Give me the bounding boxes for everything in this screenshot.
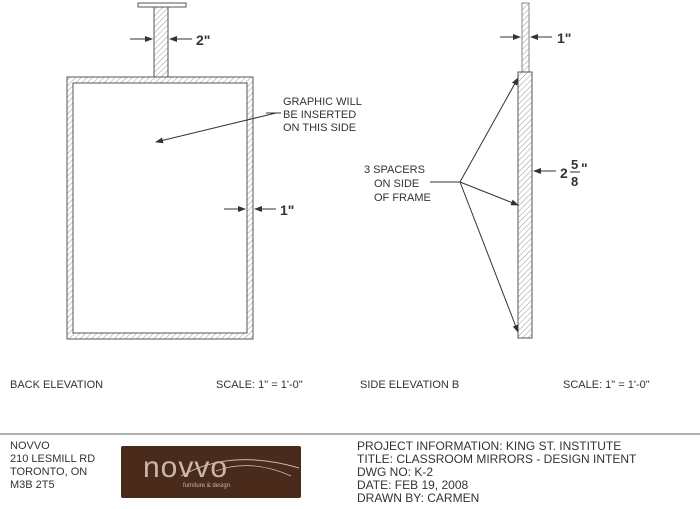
frame-dim-label: 1"	[280, 202, 295, 218]
mirror-inner	[73, 83, 247, 333]
address-line: TORONTO, ON	[10, 466, 88, 478]
date-line: DATE: FEB 19, 2008	[357, 478, 469, 492]
side-elevation-scale: SCALE: 1" = 1'-0"	[563, 379, 650, 391]
depth-dim-whole: 2	[560, 165, 568, 181]
rod-dim-label: 2"	[196, 32, 211, 48]
title-line: TITLE: CLASSROOM MIRRORS - DESIGN INTENT	[357, 452, 637, 466]
side-frame	[518, 72, 532, 338]
hanging-rod	[154, 7, 168, 77]
side-elevation	[360, 3, 650, 391]
side-rod	[522, 3, 529, 72]
logo-wordmark: novvo	[143, 451, 229, 484]
spacer-leader-top	[460, 78, 518, 182]
address-line: M3B 2T5	[10, 479, 55, 491]
novvo-logo	[121, 446, 301, 498]
spacer-note-line-1: 3 SPACERS	[364, 164, 425, 176]
drawn-by-line: DRAWN BY: CARMEN	[357, 491, 480, 505]
side-elevation-label: SIDE ELEVATION B	[360, 379, 460, 391]
logo-tagline: furniture & design	[183, 483, 231, 489]
depth-dim-numerator: 5	[571, 157, 579, 172]
side-rod-dim-label: 1"	[557, 30, 572, 46]
project-line: PROJECT INFORMATION: KING ST. INSTITUTE	[357, 439, 622, 453]
depth-dim-denominator: 8	[571, 174, 579, 189]
spacer-note-line-2: ON SIDE	[374, 178, 420, 190]
spacer-note-line-3: OF FRAME	[374, 192, 431, 204]
back-elevation	[10, 3, 362, 391]
address-line: 210 LESMILL RD	[10, 453, 96, 465]
dwg-no-line: DWG NO: K-2	[357, 465, 434, 479]
project-information	[357, 440, 636, 505]
graphic-note-line-2: BE INSERTED	[283, 109, 357, 121]
back-elevation-scale: SCALE: 1" = 1'-0"	[216, 379, 303, 391]
spacer-leader-middle	[460, 182, 518, 205]
graphic-note-line-3: ON THIS SIDE	[283, 122, 357, 134]
back-elevation-label: BACK ELEVATION	[10, 379, 104, 391]
graphic-note-line-1: GRAPHIC WILL	[283, 96, 362, 108]
address-line: NOVVO	[10, 440, 50, 452]
company-address	[10, 440, 95, 492]
mount-plate	[138, 3, 186, 7]
depth-dim-inch: "	[581, 160, 588, 176]
spacer-leader-bottom	[460, 182, 518, 332]
